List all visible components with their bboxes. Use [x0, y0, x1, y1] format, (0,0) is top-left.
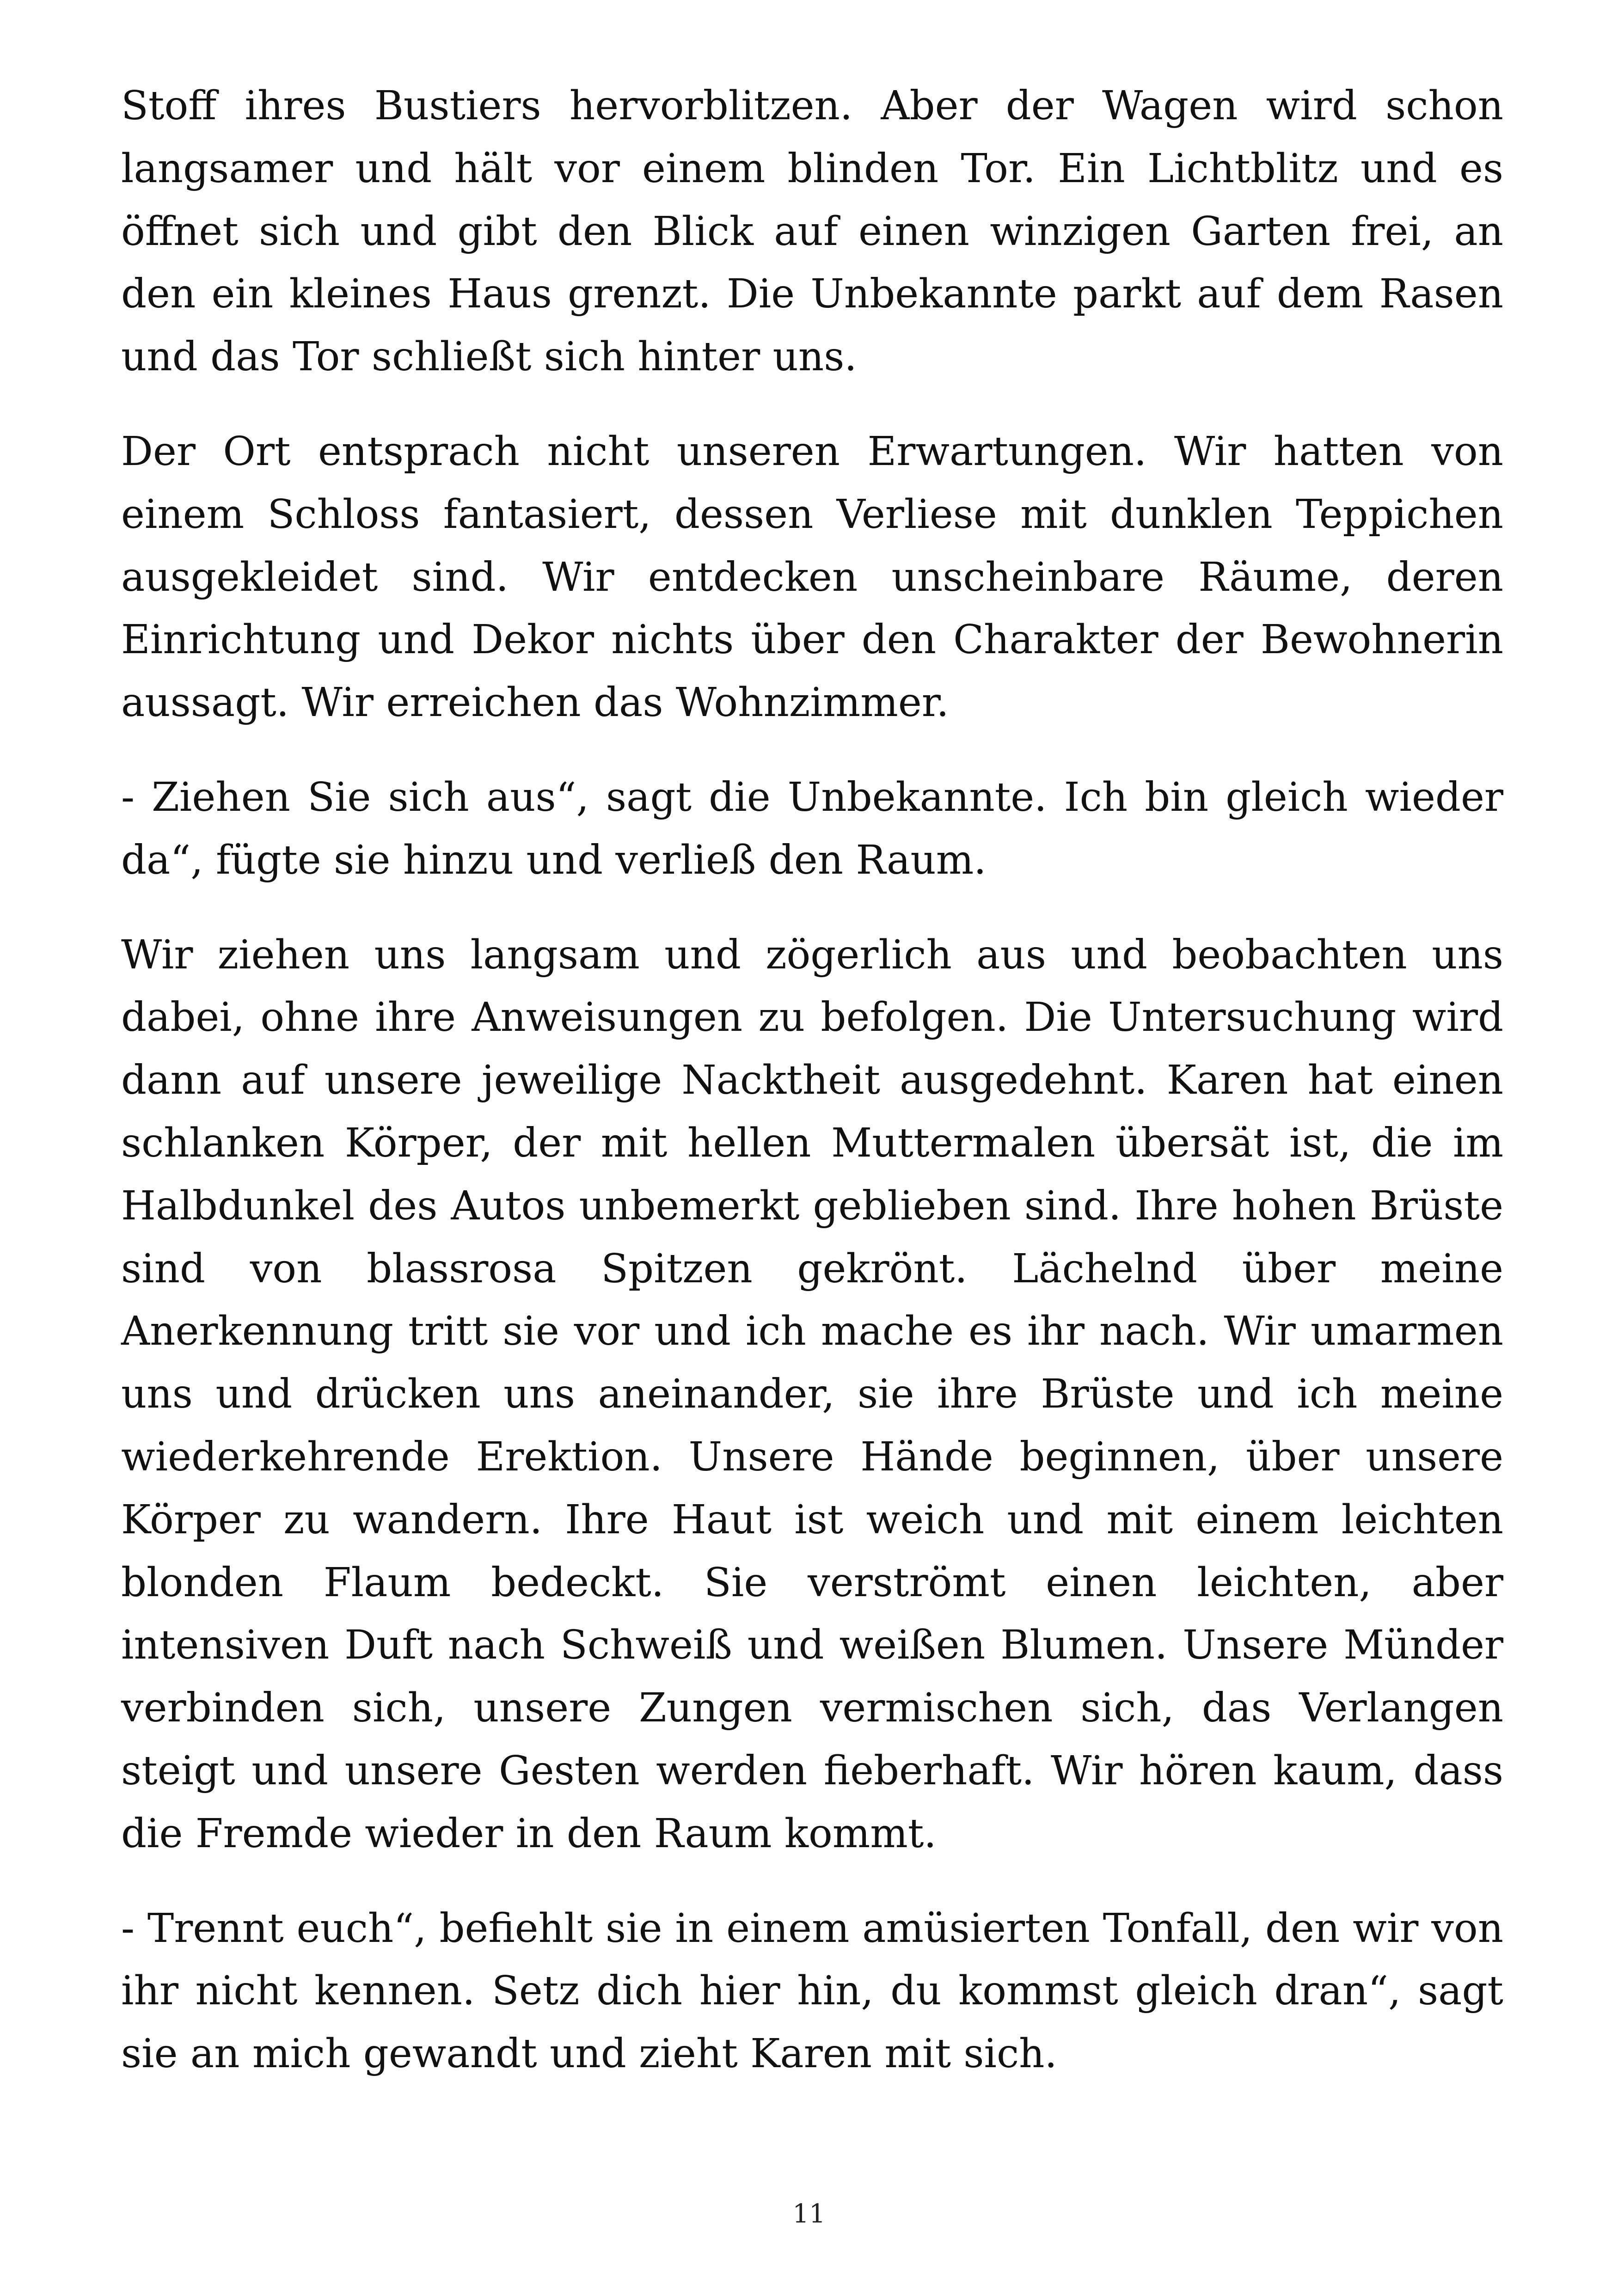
paragraph-2: Der Ort entsprach nicht unseren Erwartungen. Wir hatten von einem Schloss fantasiert, dessen Verliese mit dunklen Teppichen ausgekleidet sind. Wir entdecken unscheinbare Räume, deren Einrichtung und Dekor nichts über den Charakter der Bewohnerin aussagt. Wir erreichen das Wohnzimmer.	[121, 428, 1503, 726]
page-number: 11	[792, 2199, 826, 2229]
paragraph-4: Wir ziehen uns langsam und zögerlich aus und beobachten uns dabei, ohne ihre Anweisungen zu befolgen. Die Untersuchung wird dann auf unsere jeweilige Nacktheit ausgedehnt. Karen hat einen schlanken Körper, der mit hellen Muttermalen übersät ist, die im Halbdunkel des Autos unbemerkt geblieben sind. Ihre hohen Brüste sind von blassrosa Spitzen gekrönt. Lächelnd über meine Anerkennung tritt sie vor und ich mache es ihr nach. Wir umarmen uns und drücken uns aneinander, sie ihre Brüste und ich meine wiederkehrende Erektion. Unsere Hände beginnen, über unsere Körper zu wandern. Ihre Haut ist weich und mit einem leichten blonden Flaum bedeckt. Sie verströmt einen leichten, aber intensiven Duft nach Schweiß und weißen Blumen. Unsere Münder verbinden sich, unsere Zungen vermischen sich, das Verlangen steigt und unsere Gesten werden fieberhaft. Wir hören kaum, dass die Fremde wieder in den Raum kommt.	[121, 931, 1503, 1857]
paragraph-1: Stoff ihres Bustiers hervorblitzen. Aber der Wagen wird schon langsamer und hält vor einem blinden Tor. Ein Lichtblitz und es öffnet sich und gibt den Blick auf einen winzigen Garten frei, an den ein kleines Haus grenzt. Die Unbekannte parkt auf dem Rasen und das Tor schließt sich hinter uns.	[121, 83, 1503, 380]
paragraph-3-dialogue: - Ziehen Sie sich aus“, sagt die Unbekannte. Ich bin gleich wieder da“, fügte sie hinzu und verließ den Raum.	[121, 774, 1503, 883]
body-text	[121, 75, 1503, 2086]
paragraph-5-dialogue: - Trennt euch“, befiehlt sie in einem amüsierten Tonfall, den wir von ihr nicht kennen. Setz dich hier hin, du kommst gleich dran“, sagt sie an mich gewandt und zieht Karen mit sich.	[121, 1905, 1503, 2077]
